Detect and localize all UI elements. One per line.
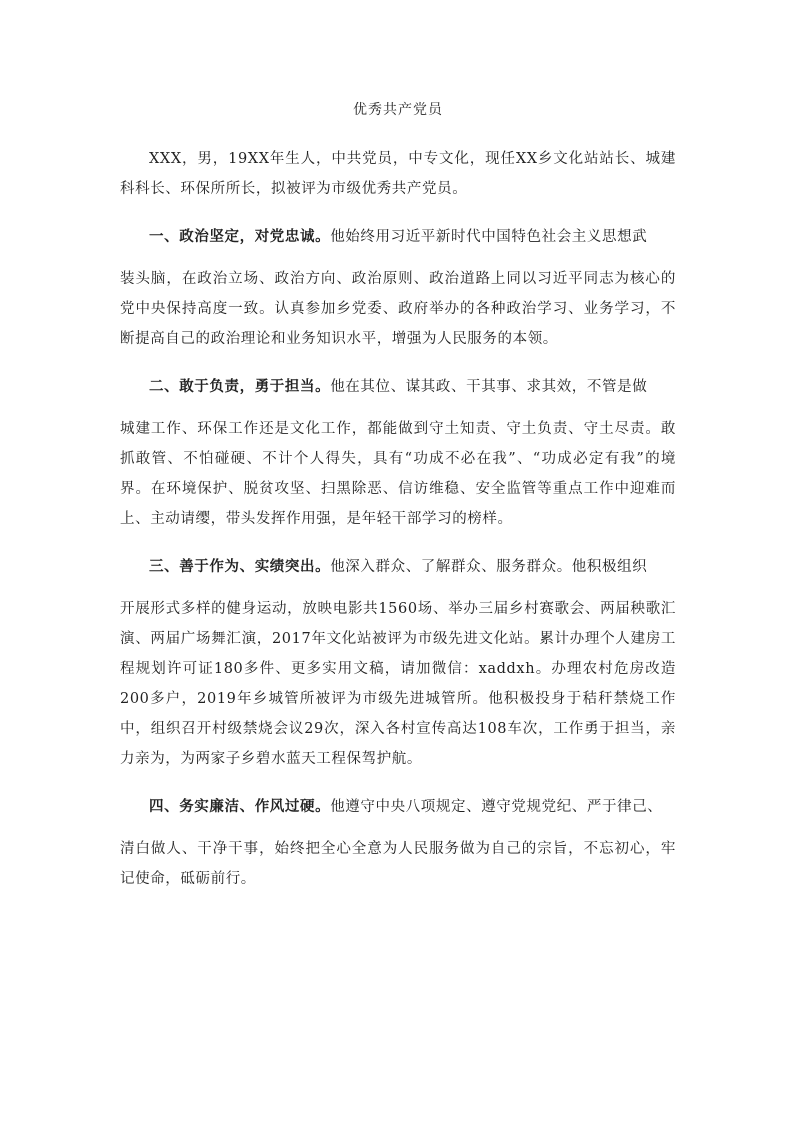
section-achievements	[120, 540, 676, 774]
intro-paragraph: XXX，男，19XX年生人，中共党员，中专文化，现任XX乡文化站站长、城建科科长、环保所所长，拟被评为市级优秀共产党员。	[120, 151, 676, 197]
section-paragraph	[120, 780, 676, 894]
section-responsibility	[120, 360, 676, 534]
section-lead-text: 他遵守中央八项规定、遵守党规党纪、严于律己、	[330, 799, 663, 815]
section-paragraph	[120, 540, 676, 774]
section-lead-line	[120, 540, 676, 594]
section-political-firmness	[120, 210, 676, 354]
document-title: 优秀共产党员	[353, 102, 443, 118]
section-body-text: 装头脑，在政治立场、政治方向、政治原则、政治道路上同以习近平同志为核心的党中央保持高度一致。认真参加乡党委、政府举办的各种政治学习、业务学习，不断提高自己的政治理论和业务知识水平，增强为人民服务的本领。	[120, 271, 676, 347]
section-lead-line	[120, 780, 676, 834]
section-lead-text: 他深入群众、了解群众、服务群众。他积极组织	[330, 559, 648, 575]
section-lead-text: 他始终用习近平新时代中国特色社会主义思想武	[330, 229, 648, 245]
section-heading: 一、政治坚定，对党忠诚。	[149, 229, 331, 245]
section-paragraph	[120, 360, 676, 534]
section-integrity	[120, 780, 676, 894]
section-heading: 三、善于作为、实绩突出。	[149, 559, 331, 575]
section-paragraph	[120, 210, 676, 354]
section-body-text: 清白做人、干净干事，始终把全心全意为人民服务做为自己的宗旨，不忘初心，牢记使命，砥砺前行。	[120, 841, 676, 887]
section-body-text: 城建工作、环保工作还是文化工作，都能做到守土知责、守土负责、守土尽责。敢抓敢管、不怕碰硬、不计个人得失，具有“功成不必在我”、“功成必定有我”的境界。在环境保护、脱贫攻坚、扫黑除恶、信访维稳、安全监管等重点工作中迎难而上、主动请缨，带头发挥作用强，是年轻干部学习的榜样。	[120, 421, 676, 527]
section-heading: 四、务实廉洁、作风过硬。	[149, 799, 331, 815]
document-page	[120, 100, 676, 894]
section-body-text: 开展形式多样的健身运动，放映电影共1560场、举办三届乡村赛歌会、两届秧歌汇演、两届广场舞汇演，2017年文化站被评为市级先进文化站。累计办理个人建房工程规划许可证180多件、更多实用文稿，请加微信：xaddxh。办理农村危房改造200多户，2019年乡城管所被评为市级先进城管所。他积极投身于秸秆禁烧工作中，组织召开村级禁烧会议29次，深入各村宣传高达108车次，工作勇于担当，亲力亲为，为两家子乡碧水蓝天工程保驾护航。	[120, 601, 676, 767]
section-lead-text: 他在其位、谋其政、干其事、求其效，不管是做	[330, 379, 648, 395]
section-heading: 二、敢于负责，勇于担当。	[149, 379, 331, 395]
section-lead-line	[120, 210, 676, 264]
section-lead-line	[120, 360, 676, 414]
